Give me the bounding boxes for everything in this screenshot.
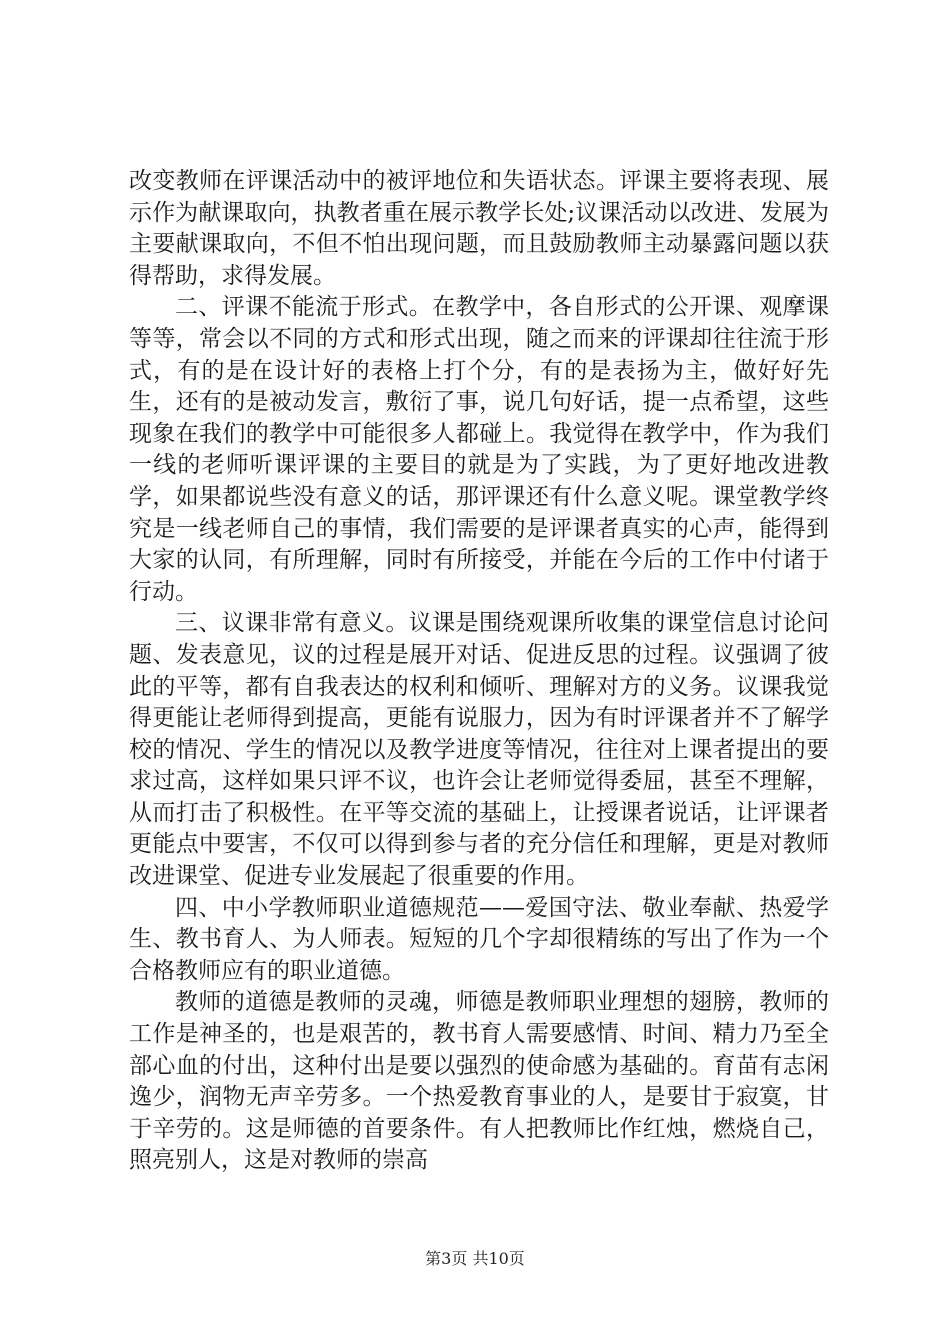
paragraph-4: 四、中小学教师职业道德规范——爱国守法、敬业奉献、热爱学生、教书育人、为人师表。短短的几个字却很精练的写出了作为一个合格教师应有的职业道德。	[129, 894, 829, 984]
paragraph-2: 二、评课不能流于形式。在教学中，各自形式的公开课、观摩课等等，常会以不同的方式和形式出现，随之而来的评课却往往流于形式，有的是在设计好的表格上打个分，有的是表扬为主，做好好先生，还有的是被动发言，敷衍了事，说几句好话，提一点希望，这些现象在我们的教学中可能很多人都碰上。我觉得在教学中，作为我们一线的老师听课评课的主要目的就是为了实践，为了更好地改进教学，如果都说些没有意义的话，那评课还有什么意义呢。课堂教学终究是一线老师自己的事情，我们需要的是评课者真实的心声，能得到大家的认同，有所理解，同时有所接受，并能在今后的工作中付诸于行动。	[129, 294, 829, 605]
page-footer: 第3页 共10页	[425, 1249, 525, 1268]
document-body	[129, 166, 829, 1177]
paragraph-1: 改变教师在评课活动中的被评地位和失语状态。评课主要将表现、展示作为献课取向，执教者重在展示教学长处;议课活动以改进、发展为主要献课取向，不但不怕出现问题，而且鼓励教师主动暴露问题以获得帮助，求得发展。	[129, 168, 829, 289]
paragraph-5: 教师的道德是教师的灵魂，师德是教师职业理想的翅膀，教师的工作是神圣的，也是艰苦的，教书育人需要感情、时间、精力乃至全部心血的付出，这种付出是要以强烈的使命感为基础的。育苗有志闲逸少，润物无声辛劳多。一个热爱教育事业的人，是要甘于寂寞，甘于辛劳的。这是师德的首要条件。有人把教师比作红烛，燃烧自己，照亮别人，这是对教师的崇高	[129, 989, 829, 1174]
paragraph-3: 三、议课非常有意义。议课是围绕观课所收集的课堂信息讨论问题、发表意见，议的过程是展开对话、促进反思的过程。议强调了彼此的平等，都有自我表达的权利和倾听、理解对方的义务。议课我觉得更能让老师得到提高，更能有说服力，因为有时评课者并不了解学校的情况、学生的情况以及教学进度等情况，往往对上课者提出的要求过高，这样如果只评不议，也许会让老师觉得委屈，甚至不理解，从而打击了积极性。在平等交流的基础上，让授课者说话，让评课者更能点中要害，不仅可以得到参与者的充分信任和理解，更是对教师改进课堂、促进专业发展起了很重要的作用。	[129, 610, 829, 890]
